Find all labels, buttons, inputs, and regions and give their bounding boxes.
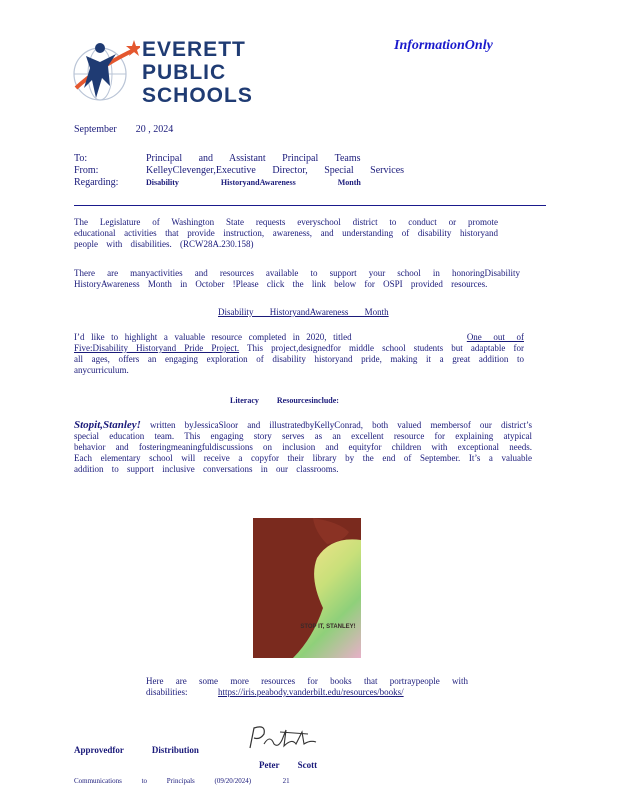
highlight-intro: I’d like to highlight a valuable resource completed in 2020, titled bbox=[74, 332, 352, 342]
logo-text bbox=[142, 38, 253, 107]
iris-books-link[interactable]: https://iris.peabody.vanderbilt.edu/resources/books/ bbox=[218, 687, 404, 697]
footer-page-number: 21 bbox=[282, 777, 290, 785]
paragraph-activities: There are manyactivities and resources available to support your school in honoringDisability HistoryAwareness Month in October !Please click the link below for OSPI provided resources. bbox=[74, 268, 520, 289]
regarding-value: Disability HistoryandAwareness Month bbox=[146, 178, 361, 187]
paragraph-more-resources bbox=[146, 676, 468, 698]
paragraph-legislature: The Legislature of Washington State requests everyschool district to conduct or promote educational activities that provide instruction, awareness, and understanding of disability historyand people with disabilities. (RCW28A.230.158) bbox=[74, 217, 498, 249]
book-title: Stopit,Stanley! bbox=[74, 419, 141, 431]
book-description: written byJessicaSloor and illustratedbyKellyConrad, both valued membersof our district’s special education team. This engaging story serves as an excellent resource for explaining atypical behavior and fosteringmeaningfuldiscussions on inclusion and equityfor children with exceptional needs. Each elementary school will receive a copyfor their library by the end of September. It’s a valuable addition to support inclusive conversations in our classrooms. bbox=[74, 420, 533, 474]
signature-mark bbox=[246, 722, 326, 754]
signature bbox=[246, 722, 326, 754]
logo-line-3: SCHOOLS bbox=[142, 84, 253, 107]
signer-name: Peter Scott bbox=[259, 760, 318, 770]
memo-header bbox=[74, 153, 424, 189]
paragraph-book bbox=[74, 420, 532, 475]
logo-line-2: PUBLIC bbox=[142, 61, 227, 84]
book-cover-image bbox=[253, 518, 361, 658]
approved-for-distribution: Approvedfor Distribution bbox=[74, 745, 199, 755]
book-cover-title: STOP IT, STANLEY! bbox=[300, 624, 356, 630]
memo-date bbox=[74, 124, 173, 136]
district-logo bbox=[70, 36, 253, 110]
from-label: From: bbox=[74, 165, 99, 176]
footer-line bbox=[74, 777, 334, 786]
regarding-label: Regarding: bbox=[74, 177, 119, 188]
one-out-of-five-link[interactable]: One out of Five:Disability Historyand Pride Project. bbox=[74, 332, 524, 353]
information-only-label: InformationOnly bbox=[394, 38, 493, 53]
header-divider bbox=[74, 205, 546, 206]
footer-communications: Communications to Principals (09/20/2024) bbox=[74, 777, 252, 785]
more-resources-text: Here are some more resources for books that portraypeople with disabilities: bbox=[146, 676, 468, 697]
book-cover-art bbox=[253, 518, 361, 658]
highlight-rest: This project,designedfor middle school students but adaptable for all ages, offers an engaging exploration of disability historyand pride, making it a great addition to anycurriculum. bbox=[74, 343, 524, 375]
date-month: September bbox=[74, 124, 117, 135]
literacy-heading: Literacy Resourcesinclude: bbox=[230, 396, 339, 405]
ospi-resources-link[interactable]: Disability HistoryandAwareness Month bbox=[218, 307, 389, 317]
from-value: KelleyClevenger,Executive Director, Special Services bbox=[146, 165, 405, 176]
logo-figure-icon bbox=[70, 36, 140, 110]
paragraph-highlight bbox=[74, 332, 524, 376]
to-value: Principal and Assistant Principal Teams bbox=[146, 153, 361, 164]
logo-line-1: EVERETT bbox=[142, 38, 246, 61]
date-day: 20 , 2024 bbox=[135, 124, 174, 135]
to-label: To: bbox=[74, 153, 88, 164]
